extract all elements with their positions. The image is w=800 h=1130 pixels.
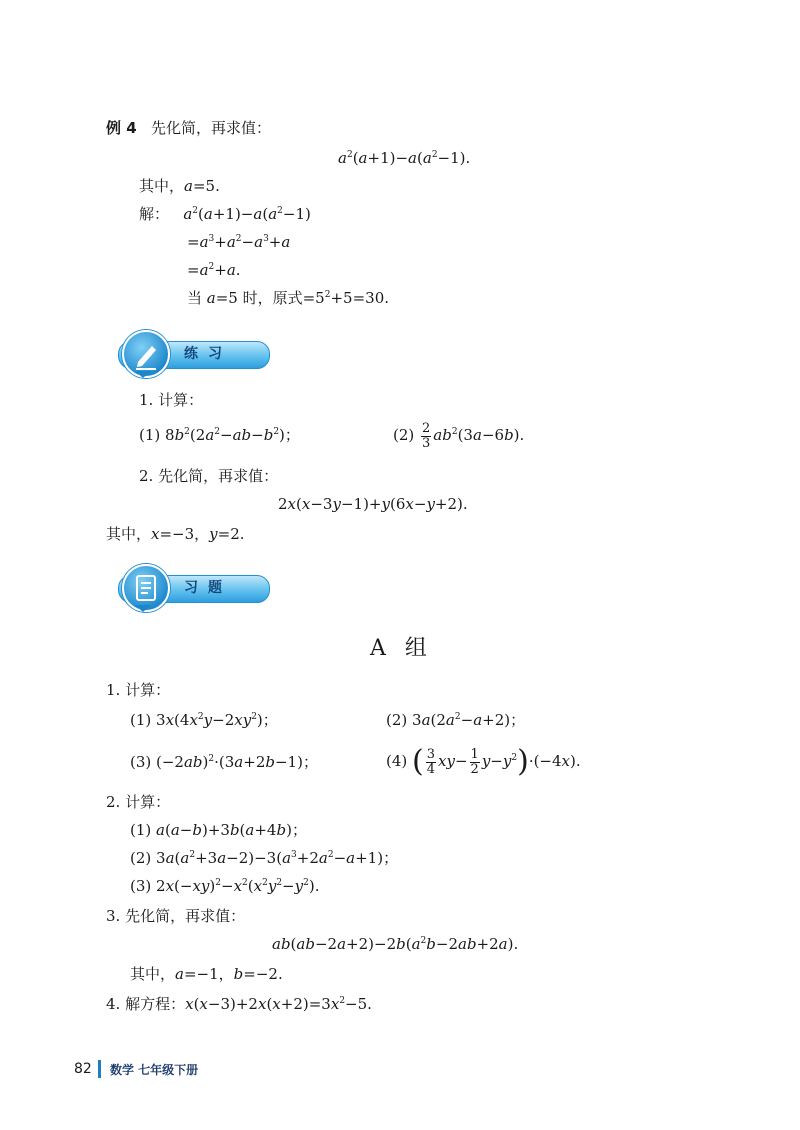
practice-q1-label: 1. 计算：	[139, 391, 204, 409]
example-solution-step-2: $=a^3+a^2-a^3+a$	[187, 233, 291, 251]
fraction: $\frac{2}{3}$	[422, 420, 431, 451]
solution-label: 解：	[139, 205, 170, 223]
exercise-q1-part1: (1) $3x(4x^2y-2xy^2)$；	[130, 711, 278, 729]
example-intro: 先化简，再求值：	[150, 119, 271, 137]
practice-banner-label: 练习	[184, 346, 232, 362]
fraction: $\frac{3}{4}$	[426, 746, 436, 777]
exercise-q1-part3: (3) $(-2ab)^2\cdot(3a+2b-1)$；	[130, 753, 318, 771]
exercise-q1-part2: (2) $3a(2a^2-a+2)$；	[386, 711, 526, 729]
exercise-q1-label: 1. 计算：	[106, 681, 171, 699]
example-label: 例 4	[106, 119, 137, 137]
example-heading	[106, 118, 271, 138]
example-solution-step-1: 解： $a^2(a+1)-a(a^2-1)$	[139, 205, 311, 223]
example-conclusion: 当 a=5 时，原式$=5^2+5=30$.	[187, 289, 390, 307]
exercise-q3-label: 3. 先化简，再求值：	[106, 907, 246, 925]
exercise-q2-part2: (2) $3a(a^2+3a-2)-3(a^3+2a^2-a+1)$；	[130, 849, 399, 867]
practice-q2-label: 2. 先化简，再求值：	[139, 467, 279, 485]
practice-q2-expression: 2x(x−3y−1)+y(6x−y+2).	[278, 495, 468, 513]
exercises-banner-label: 习题	[184, 580, 232, 596]
exercise-q2-part1: (1) a(a−b)+3b(a+4b)；	[130, 821, 307, 839]
practice-q1-part2: (2) $\frac{2}{3}$ $ab^2(3a-6b)$.	[393, 420, 525, 451]
fraction: $\frac{1}{2}$	[470, 746, 479, 777]
exercise-q4: 4. 解方程：$x(x-3)+2x(x+2)=3x^2-5$.	[106, 995, 372, 1013]
footer-divider	[98, 1060, 101, 1078]
example-expression: $a^2(a+1)-a(a^2-1)$.	[338, 149, 471, 167]
group-title: A 组	[370, 636, 433, 661]
exercise-q3-expression: $ab(ab-2a+2)-2b(a^2b-2ab+2a)$.	[272, 935, 519, 953]
example-solution-step-3: $=a^2+a$.	[187, 261, 241, 279]
book-title: 数学 七年级下册	[110, 1063, 199, 1077]
page-number: 82	[74, 1061, 92, 1077]
practice-banner	[104, 334, 284, 372]
banner-tab	[135, 371, 151, 378]
exercises-banner	[104, 568, 284, 606]
exercise-q2-label: 2. 计算：	[106, 793, 171, 811]
exercise-q1-part4: (4) ( $\frac{3}{4}$ xy− $\frac{1}{2}$ $y-y^2)\cdot(-4x)$.	[386, 744, 581, 779]
example-condition: 其中，a=5.	[139, 177, 220, 195]
practice-q1-part1: (1) $8b^2(2a^2-ab-b^2)$；	[139, 426, 300, 444]
exercise-q2-part3: (3) $2x(-xy)^2-x^2(x^2y^2-y^2)$.	[130, 877, 320, 895]
banner-tab	[135, 605, 151, 612]
practice-q2-condition: 其中，x=−3，y=2.	[106, 525, 245, 543]
exercise-q3-condition: 其中，a=−1，b=−2.	[130, 965, 283, 983]
